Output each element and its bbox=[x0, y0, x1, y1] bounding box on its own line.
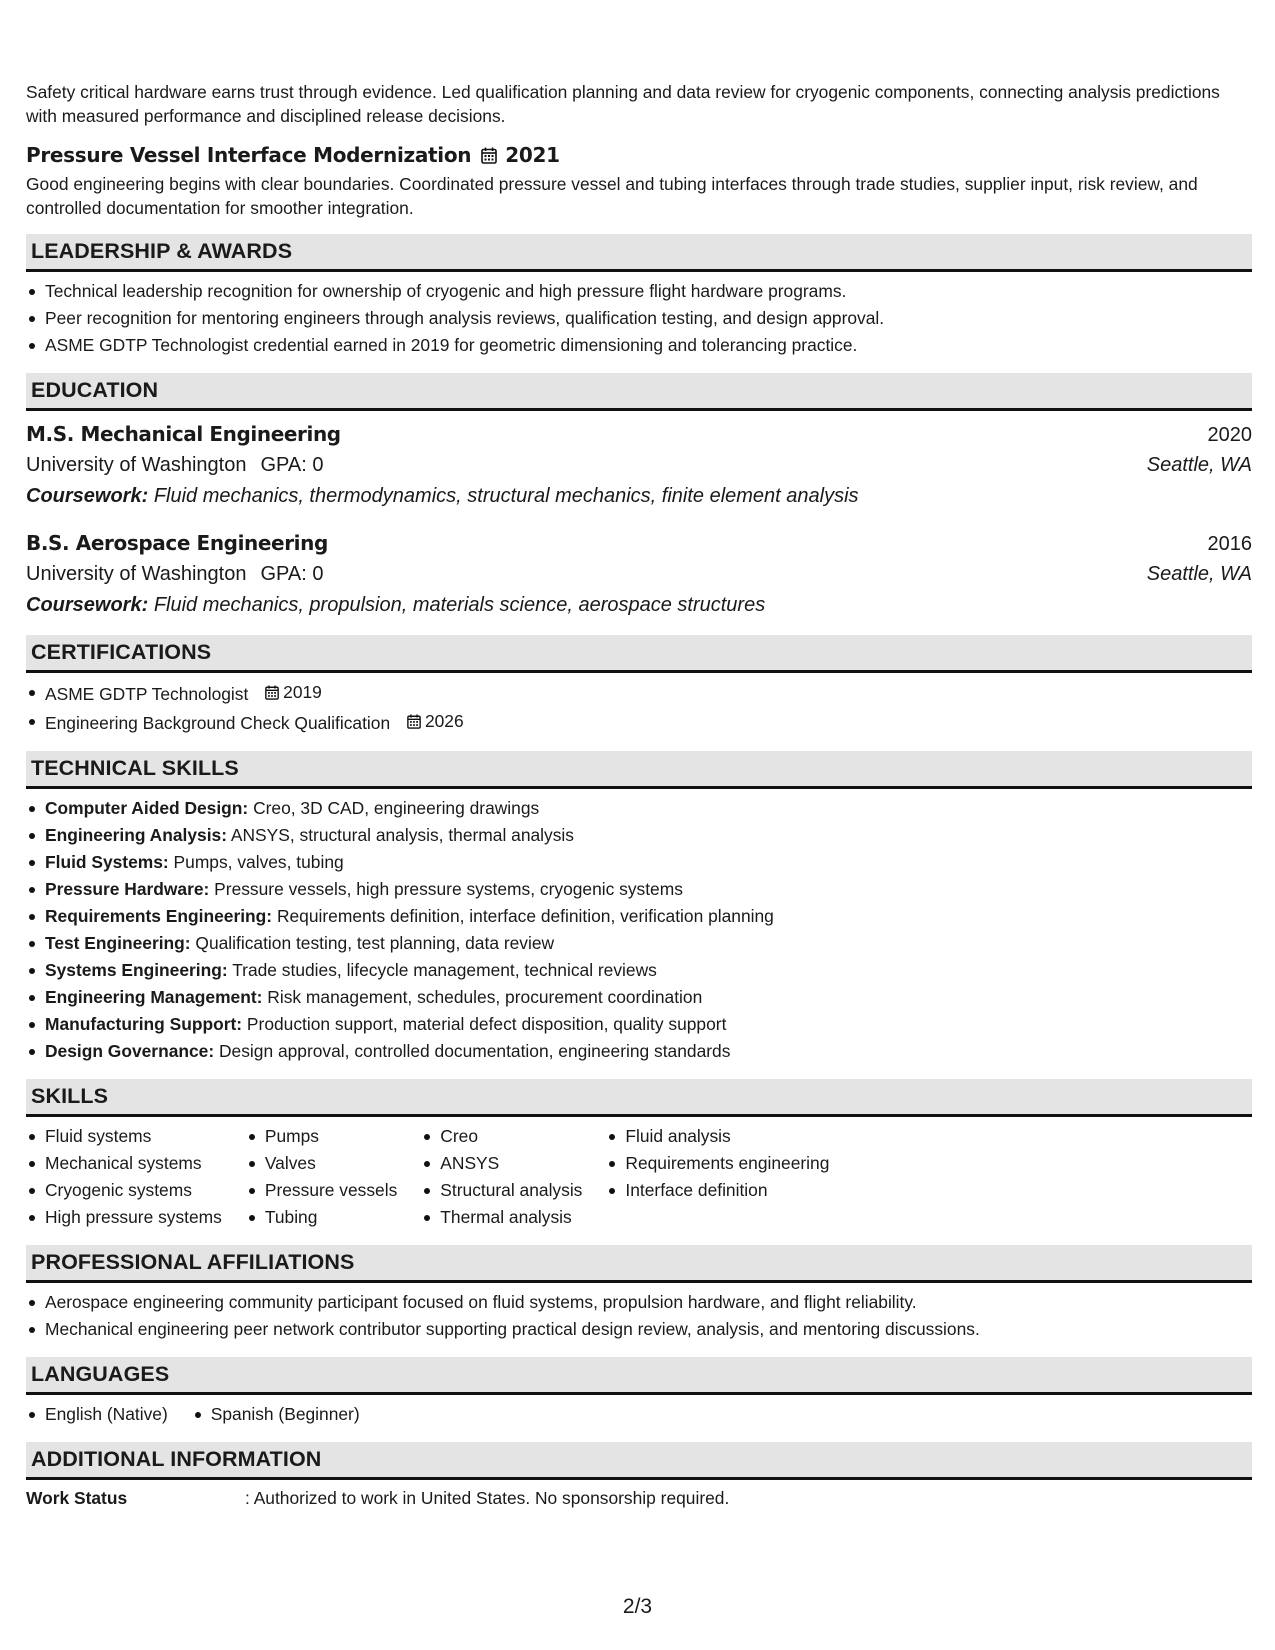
list-item: Technical leadership recognition for ownership of cryogenic and high pressure flight hardware programs. bbox=[26, 278, 1252, 305]
coursework-label: Coursework: bbox=[26, 594, 149, 616]
section-header-languages: LANGUAGES bbox=[26, 1357, 1252, 1395]
skill-category: Systems Engineering: bbox=[45, 960, 228, 980]
list-item: ANSYS bbox=[421, 1150, 582, 1177]
list-item bbox=[26, 822, 1252, 849]
calendar-icon bbox=[407, 714, 421, 729]
work-status-row bbox=[26, 1486, 1252, 1510]
skill-category: Computer Aided Design: bbox=[45, 798, 249, 818]
list-item: Mechanical systems bbox=[26, 1150, 222, 1177]
list-item bbox=[26, 876, 1252, 903]
skill-details: Production support, material defect disposition, quality support bbox=[246, 1014, 727, 1034]
list-item: Peer recognition for mentoring engineers through analysis reviews, qualification testing, and design approval. bbox=[26, 305, 1252, 332]
project-description: Good engineering begins with clear boundaries. Coordinated pressure vessel and tubing interfaces through trade studies, supplier input, risk review, and controlled documentation for smoother integration. bbox=[26, 174, 1198, 218]
certification-year: 2019 bbox=[283, 682, 322, 702]
work-status-value: : Authorized to work in United States. No sponsorship required. bbox=[245, 1488, 730, 1508]
list-item: Mechanical engineering peer network contributor supporting practical design review, analysis, and mentoring discussions. bbox=[26, 1316, 1252, 1343]
list-item: Interface definition bbox=[606, 1177, 829, 1204]
coursework-list: Fluid mechanics, propulsion, materials science, aerospace structures bbox=[153, 594, 766, 616]
work-status-label: Work Status bbox=[26, 1488, 128, 1508]
list-item: English (Native) bbox=[26, 1401, 168, 1428]
school-location: Seattle, WA bbox=[1146, 563, 1252, 585]
list-item bbox=[26, 957, 1252, 984]
project-year: 2021 bbox=[505, 143, 560, 167]
skill-details: Risk management, schedules, procurement coordination bbox=[267, 987, 703, 1007]
list-item bbox=[26, 708, 1252, 737]
coursework bbox=[26, 589, 1252, 621]
degree-title: M.S. Mechanical Engineering bbox=[26, 422, 341, 446]
section-header-education: EDUCATION bbox=[26, 373, 1252, 411]
school-name: University of Washington bbox=[26, 454, 247, 476]
list-item bbox=[26, 849, 1252, 876]
list-item: ASME GDTP Technologist credential earned in 2019 for geometric dimensioning and tolerancing practice. bbox=[26, 332, 1252, 359]
list-item: Aerospace engineering community participant focused on fluid systems, propulsion hardware, and flight reliability. bbox=[26, 1289, 1252, 1316]
skills-grid bbox=[26, 1123, 1252, 1231]
list-item: Requirements engineering bbox=[606, 1150, 829, 1177]
gpa: GPA: 0 bbox=[260, 563, 324, 585]
education-entry bbox=[26, 419, 1252, 512]
affiliations-list bbox=[26, 1289, 1252, 1343]
list-item: Fluid systems bbox=[26, 1123, 222, 1150]
skills-column bbox=[26, 1123, 222, 1231]
coursework-list: Fluid mechanics, thermodynamics, structural mechanics, finite element analysis bbox=[153, 485, 859, 507]
skill-details: Pressure vessels, high pressure systems, cryogenic systems bbox=[214, 879, 683, 899]
technical-skills-list bbox=[26, 795, 1252, 1065]
graduation-year: 2016 bbox=[1207, 533, 1252, 555]
list-item: Thermal analysis bbox=[421, 1204, 582, 1231]
certifications-list bbox=[26, 679, 1252, 737]
list-item bbox=[26, 903, 1252, 930]
skill-category: Manufacturing Support: bbox=[45, 1014, 243, 1034]
skill-category: Engineering Analysis: bbox=[45, 825, 227, 845]
section-header-certifications: CERTIFICATIONS bbox=[26, 635, 1252, 673]
skill-details: Trade studies, lifecycle management, technical reviews bbox=[232, 960, 657, 980]
list-item bbox=[26, 1011, 1252, 1038]
list-item: Fluid analysis bbox=[606, 1123, 829, 1150]
list-item: Pumps bbox=[246, 1123, 397, 1150]
skill-category: Engineering Management: bbox=[45, 987, 263, 1007]
skill-category: Design Governance: bbox=[45, 1041, 215, 1061]
calendar-icon bbox=[481, 147, 497, 164]
certification-name: Engineering Background Check Qualification bbox=[45, 713, 391, 733]
leadership-list bbox=[26, 278, 1252, 359]
skills-column bbox=[246, 1123, 397, 1231]
skills-column bbox=[606, 1123, 829, 1231]
project-title bbox=[26, 142, 1252, 168]
coursework bbox=[26, 480, 1252, 512]
skill-details: Pumps, valves, tubing bbox=[173, 852, 344, 872]
section-header-skills: SKILLS bbox=[26, 1079, 1252, 1117]
list-item: Valves bbox=[246, 1150, 397, 1177]
list-item bbox=[26, 930, 1252, 957]
coursework-label: Coursework: bbox=[26, 485, 149, 507]
summary-paragraph: Safety critical hardware earns trust through evidence. Led qualification planning and data review for cryogenic components, connecting analysis predictions with measured performance and disciplined release decisions. bbox=[26, 82, 1220, 126]
education-entry bbox=[26, 528, 1252, 621]
section-header-affiliations: PROFESSIONAL AFFILIATIONS bbox=[26, 1245, 1252, 1283]
skill-details: Requirements definition, interface definition, verification planning bbox=[276, 906, 774, 926]
skill-details: Design approval, controlled documentation, engineering standards bbox=[218, 1041, 731, 1061]
section-header-leadership: LEADERSHIP & AWARDS bbox=[26, 234, 1252, 272]
list-item: High pressure systems bbox=[26, 1204, 222, 1231]
section-header-technical-skills: TECHNICAL SKILLS bbox=[26, 751, 1252, 789]
list-item: Structural analysis bbox=[421, 1177, 582, 1204]
skill-details: Creo, 3D CAD, engineering drawings bbox=[253, 798, 540, 818]
section-header-additional-information: ADDITIONAL INFORMATION bbox=[26, 1442, 1252, 1480]
skills-column bbox=[421, 1123, 582, 1231]
school-location: Seattle, WA bbox=[1146, 454, 1252, 476]
list-item bbox=[26, 795, 1252, 822]
skill-category: Requirements Engineering: bbox=[45, 906, 273, 926]
skill-category: Test Engineering: bbox=[45, 933, 191, 953]
list-item: Creo bbox=[421, 1123, 582, 1150]
list-item bbox=[26, 679, 1252, 708]
skill-details: Qualification testing, test planning, data review bbox=[195, 933, 555, 953]
list-item: Tubing bbox=[246, 1204, 397, 1231]
certification-year: 2026 bbox=[424, 711, 464, 731]
languages-list bbox=[26, 1401, 1252, 1428]
list-item bbox=[26, 1038, 1252, 1065]
list-item: Cryogenic systems bbox=[26, 1177, 222, 1204]
list-item: Pressure vessels bbox=[246, 1177, 397, 1204]
page-number: 2/3 bbox=[622, 1595, 653, 1618]
certification-name: ASME GDTP Technologist bbox=[45, 684, 249, 704]
skill-details: ANSYS, structural analysis, thermal analysis bbox=[230, 825, 574, 845]
list-item bbox=[26, 984, 1252, 1011]
degree-title: B.S. Aerospace Engineering bbox=[26, 531, 328, 555]
graduation-year: 2020 bbox=[1207, 424, 1252, 446]
gpa: GPA: 0 bbox=[260, 454, 324, 476]
resume-page bbox=[26, 80, 1252, 1510]
skill-category: Pressure Hardware: bbox=[45, 879, 210, 899]
project-name: Pressure Vessel Interface Modernization bbox=[26, 143, 472, 167]
calendar-icon bbox=[265, 685, 279, 700]
skill-category: Fluid Systems: bbox=[45, 852, 169, 872]
school-name: University of Washington bbox=[26, 563, 247, 585]
list-item: Spanish (Beginner) bbox=[192, 1401, 360, 1428]
